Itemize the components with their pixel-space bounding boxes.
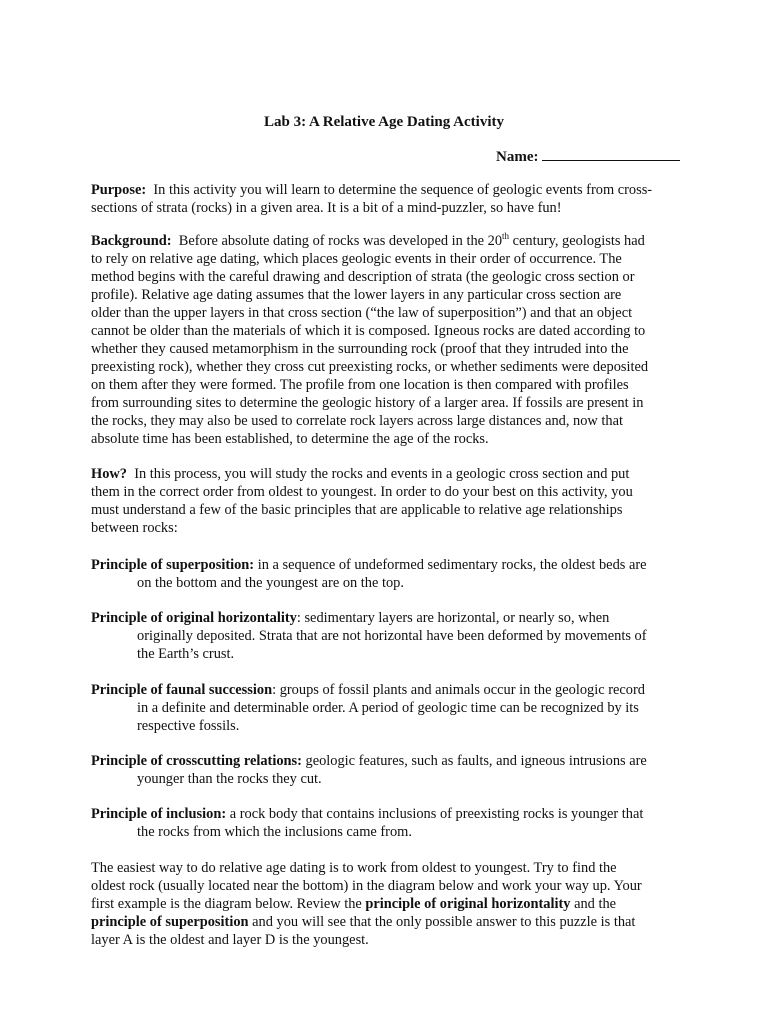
background-line: profile). Relative age dating assumes that the lower layers in any particular cross section are: [91, 287, 622, 303]
background-line: absolute time has been established, to determine the age of the rocks.: [91, 431, 489, 447]
background-line: on them after they were formed. The profile from one location is then compared with profiles: [91, 377, 629, 393]
background-line: whether they caused metamorphism in the surrounding rock (proof that they intruded into the: [91, 341, 629, 357]
purpose-paragraph: [91, 181, 678, 217]
name-blank-line: [542, 146, 680, 161]
background-line: cannot be older than the materials of which it is composed. Igneous rocks are dated according to: [91, 323, 646, 339]
closing-line-5: layer A is the oldest and layer D is the youngest.: [91, 932, 369, 948]
how-line: between rocks:: [91, 520, 178, 536]
document-title: Lab 3: A Relative Age Dating Activity: [264, 114, 504, 130]
closing-line-3: first example is the diagram below. Review the principle of original horizontality and the: [91, 896, 617, 912]
closing-line-4: principle of superposition and you will see that the only possible answer to this puzzle is that: [91, 914, 636, 930]
how-label: How?: [91, 466, 127, 482]
background-line: preexisting rock), whether they cross cut preexisting rocks, or whether sediments were deposited: [91, 359, 649, 375]
background-line: the rocks, they may also be used to correlate rock layers across large distances and, now that: [91, 413, 624, 429]
how-line-1: In this process, you will study the rocks and events in a geologic cross section and put: [134, 466, 630, 482]
principle-inclusion: Principle of inclusion: a rock body that contains inclusions of preexisting rocks is younger that the rocks from which the inclusions came from.: [91, 806, 644, 840]
closing-line: The easiest way to do relative age dating is to work from oldest to youngest. Try to find the: [91, 860, 617, 876]
principle-crosscutting-relations: Principle of crosscutting relations: geologic features, such as faults, and igneous intrusions are younger than the rocks they cut.: [91, 753, 647, 787]
name-field: [496, 146, 680, 166]
background-line-1: Background: Before absolute dating of rocks was developed in the 20th century, geologists had: [91, 231, 645, 249]
background-line: to rely on relative age dating, which places geologic events in their order of occurrence. The: [91, 251, 622, 267]
purpose-line-2: sections of strata (rocks) in a given area. It is a bit of a mind-puzzler, so have fun!: [91, 200, 562, 216]
how-paragraph: [91, 465, 678, 537]
principle-superposition: Principle of superposition: in a sequence of undeformed sedimentary rocks, the oldest beds are on the bottom and the youngest are on the top.: [91, 557, 647, 591]
principle-original-horizontality: Principle of original horizontality: sedimentary layers are horizontal, or nearly so, when originally deposited. Strata that are not horizontal have been deformed by movements of the Earth’s crust.: [91, 610, 647, 662]
background-line: from surrounding sites to determine the geologic history of a larger area. If fossils are present in: [91, 395, 644, 411]
purpose-line-1: In this activity you will learn to determine the sequence of geologic events from cross-: [153, 182, 653, 198]
purpose-label: Purpose:: [91, 182, 147, 198]
background-label: Background:: [91, 233, 172, 249]
background-line: method begins with the careful drawing and description of strata (the geologic cross section or: [91, 269, 635, 285]
how-line: them in the correct order from oldest to youngest. In order to do your best on this activity, you: [91, 484, 633, 500]
background-line: older than the upper layers in that cross section (“the law of superposition”) and that an object: [91, 305, 633, 321]
principle-faunal-succession: Principle of faunal succession: groups of fossil plants and animals occur in the geologic record in a definite and determinable order. A period of geologic time can be recognized by its respective fossils.: [91, 682, 645, 734]
closing-paragraph: [91, 859, 678, 949]
name-label: Name:: [496, 149, 539, 165]
closing-line: oldest rock (usually located near the bottom) in the diagram below and work your way up. Your: [91, 878, 642, 894]
background-paragraph: [91, 232, 678, 448]
how-line: must understand a few of the basic principles that are applicable to relative age relationships: [91, 502, 623, 518]
